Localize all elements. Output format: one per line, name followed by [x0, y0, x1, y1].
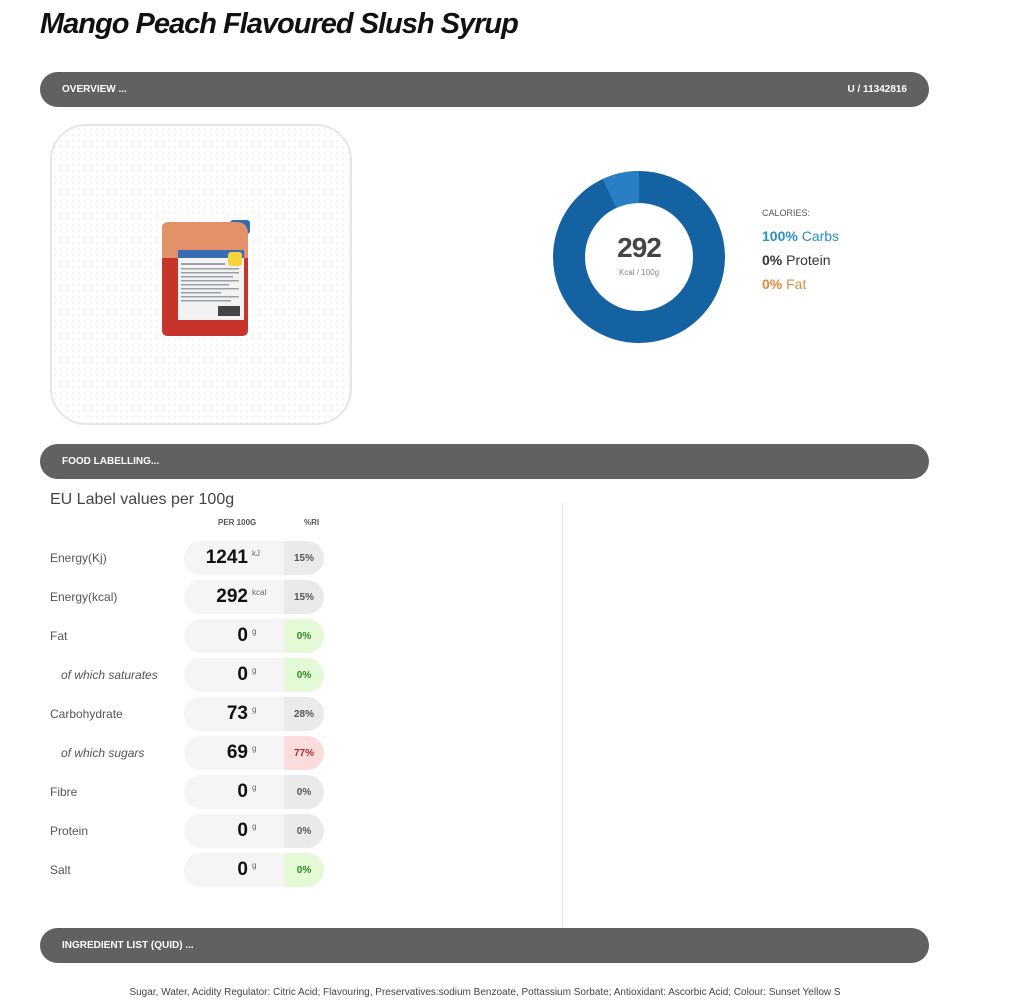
nutrition-row — [50, 853, 330, 887]
nutrient-ri: 15% — [284, 580, 324, 614]
nutrition-row — [50, 775, 330, 809]
overview-header[interactable] — [40, 72, 929, 107]
nutrient-value-pill — [184, 541, 284, 575]
nutrition-row — [50, 541, 330, 575]
syrup-jerrycan-image — [156, 218, 254, 338]
calorie-value: 292 — [617, 232, 661, 263]
nutrient-ri: 0% — [284, 619, 324, 653]
legend-protein — [762, 252, 839, 268]
nutrient-label: of which sugars — [61, 746, 145, 760]
food-labelling-header[interactable] — [40, 444, 929, 479]
nutrient-value: 0 — [237, 625, 248, 646]
nutrient-ri: 0% — [284, 775, 324, 809]
nutrient-value: 73 — [226, 703, 248, 724]
nutrient-label: Carbohydrate — [50, 707, 123, 721]
food-labelling-label: FOOD LABELLING... — [62, 456, 160, 467]
nutrition-row — [50, 697, 330, 731]
nutrient-value: 292 — [216, 586, 248, 607]
nutrient-label: Fat — [50, 629, 68, 643]
legend-fat — [762, 276, 839, 292]
calories-legend — [762, 208, 839, 300]
nutrient-value: 0 — [237, 664, 248, 685]
page-title: Mango Peach Flavoured Slush Syrup — [40, 8, 518, 40]
column-per-100g: PER 100G — [218, 518, 257, 527]
nutrient-unit: g — [252, 666, 257, 675]
legend-carbs — [762, 228, 839, 244]
nutrient-label: Energy(Kj) — [50, 551, 107, 565]
nutrition-row — [50, 580, 330, 614]
eu-label-title: EU Label values per 100g — [50, 491, 235, 508]
legend-protein-pct: 0% — [762, 252, 783, 268]
overview-label: OVERVIEW ... — [62, 84, 127, 95]
nutrient-ri: 28% — [284, 697, 324, 731]
nutrient-label: Protein — [50, 824, 89, 838]
nutrient-unit: g — [252, 822, 257, 831]
nutrient-label: Fibre — [50, 785, 78, 799]
nutrient-ri: 0% — [284, 853, 324, 887]
nutrient-value-pill — [184, 814, 284, 848]
product-image-card — [50, 124, 352, 425]
nutrient-ri: 77% — [284, 736, 324, 770]
nutrient-value-pill — [184, 736, 284, 770]
nutrient-value: 1241 — [205, 547, 248, 568]
nutrient-unit: g — [252, 861, 257, 870]
nutrient-value: 0 — [237, 820, 248, 841]
nutrient-unit: g — [252, 783, 257, 792]
nutrient-value: 69 — [226, 742, 248, 763]
nutrient-unit: g — [252, 627, 257, 636]
nutrient-label: Energy(kcal) — [50, 590, 118, 604]
nutrient-ri: 0% — [284, 814, 324, 848]
calories-legend-title: CALORIES: — [762, 208, 811, 218]
nutrition-row — [50, 658, 330, 692]
legend-carbs-pct: 100% — [762, 228, 798, 244]
nutrition-row — [50, 736, 330, 770]
nutrient-unit: g — [252, 705, 257, 714]
nutrient-value: 0 — [237, 859, 248, 880]
product-code: U / 11342816 — [847, 84, 907, 95]
nutrient-unit: g — [252, 744, 257, 753]
nutrition-row — [50, 619, 330, 653]
nutrition-row — [50, 814, 330, 848]
legend-protein-label: Protein — [786, 252, 831, 268]
legend-carbs-label: Carbs — [801, 228, 840, 244]
ingredient-list-label: INGREDIENT LIST (QUID) ... — [62, 940, 194, 951]
section-divider — [562, 503, 563, 928]
legend-fat-label: Fat — [786, 276, 807, 292]
nutrient-value-pill — [184, 775, 284, 809]
nutrient-label: Salt — [50, 863, 71, 877]
legend-fat-pct: 0% — [762, 276, 783, 292]
donut-ring-highlight — [609, 187, 639, 194]
nutrient-value-pill — [184, 619, 284, 653]
nutrient-unit: kcal — [252, 588, 267, 597]
nutrient-value: 0 — [237, 781, 248, 802]
nutrient-value-pill — [184, 580, 284, 614]
nutrient-unit: kJ — [252, 549, 260, 558]
calorie-unit: Kcal / 100g — [618, 268, 660, 277]
ingredient-list-header[interactable] — [40, 928, 929, 963]
nutrient-label: of which saturates — [61, 668, 158, 682]
nutrient-value-pill — [184, 853, 284, 887]
column-ri: %RI — [304, 518, 320, 527]
ingredients-text: Sugar, Water, Acidity Regulator: Citric Acid; Flavouring, Preservatives:sodium Benzoate, Pottassium Sorbate; Antioxidant: Ascorbic Acid; Colour: Sunset Yellow S — [129, 987, 841, 998]
nutrient-ri: 15% — [284, 541, 324, 575]
nutrient-ri: 0% — [284, 658, 324, 692]
nutrient-value-pill — [184, 697, 284, 731]
nutrient-value-pill — [184, 658, 284, 692]
